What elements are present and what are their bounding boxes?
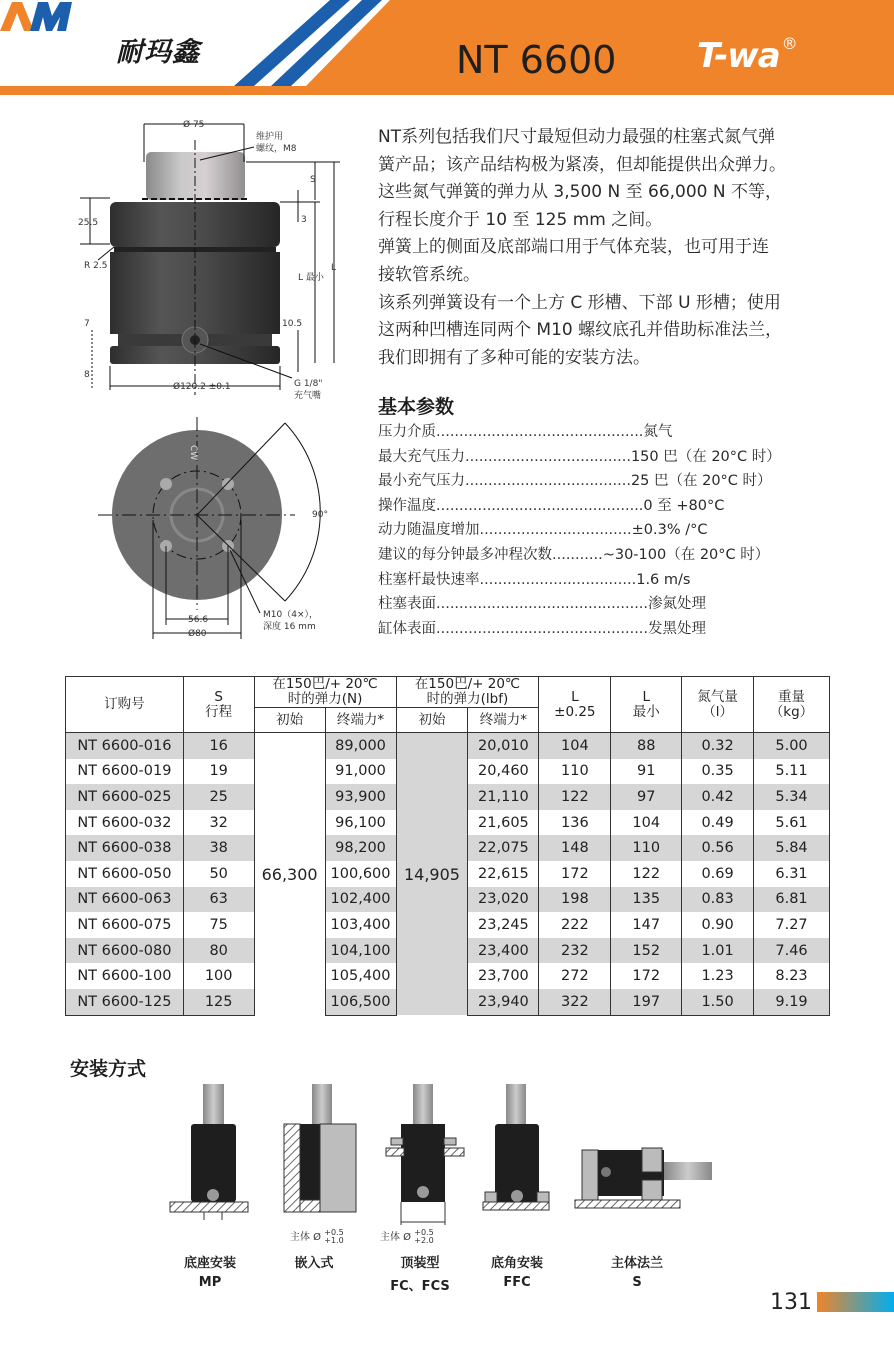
- header-initial-lbf: 初始: [396, 708, 468, 733]
- cell-order: NT 6600-032: [66, 810, 184, 836]
- dim-angle: 90°: [312, 510, 328, 520]
- cell-weight: 5.00: [754, 733, 830, 759]
- param-dots: ..............................................: [436, 620, 649, 637]
- cell-stroke: 125: [183, 989, 254, 1015]
- cell-end-n: 91,000: [325, 759, 396, 785]
- page-header: [0, 0, 894, 95]
- cell-weight: 8.23: [754, 963, 830, 989]
- brand-name: T-wa: [697, 36, 780, 76]
- cell-end-n: 89,000: [325, 733, 396, 759]
- cell-initial-n: 66,300: [254, 733, 325, 1016]
- param-label: 压力介质: [378, 424, 436, 440]
- logo-chinese-name: 耐玛鑫: [116, 37, 200, 68]
- header-stroke: S 行程: [183, 677, 254, 733]
- cell-lmin: 110: [611, 835, 682, 861]
- dim-56-6: 56.6: [188, 615, 209, 625]
- cell-lmin: 88: [611, 733, 682, 759]
- header-weight: 重量 （kg）: [754, 677, 830, 733]
- svg-text:CW: CW: [188, 445, 198, 461]
- cell-gas: 1.23: [682, 963, 754, 989]
- cell-end-lbf: 20,010: [468, 733, 539, 759]
- param-row: [378, 494, 838, 519]
- desc-line: 簧产品；该产品结构极为紧凑，但却能提供出众弹力。: [378, 154, 786, 175]
- embed-tolerance: 主体 Ø +0.5 +1.0: [290, 1228, 344, 1245]
- param-value: 渗氮处理: [648, 596, 707, 613]
- dim-thread-1: 维护用: [256, 132, 284, 142]
- dim-25-5: 25.5: [78, 218, 99, 228]
- mount-top-icon: [386, 1084, 464, 1225]
- dim-s: S: [310, 175, 316, 185]
- param-value: ±0.3% /°C: [631, 522, 708, 539]
- cell-gas: 0.83: [682, 887, 754, 913]
- cell-gas: 0.35: [682, 759, 754, 785]
- cell-end-lbf: 21,110: [468, 784, 539, 810]
- desc-line: 我们即拥有了多种可能的安装方法。: [378, 347, 650, 368]
- header-end-n: 终端力*: [325, 708, 396, 733]
- header-initial-n: 初始: [254, 708, 325, 733]
- cell-weight: 6.81: [754, 887, 830, 913]
- dim-r2-5: R 2.5: [84, 261, 108, 271]
- header-order: 订购号: [66, 677, 184, 733]
- mounting-title: 安装方式: [70, 1058, 147, 1080]
- cell-l: 122: [539, 784, 611, 810]
- cell-stroke: 80: [183, 938, 254, 964]
- cell-end-n: 104,100: [325, 938, 396, 964]
- cell-stroke: 75: [183, 912, 254, 938]
- param-row: [378, 617, 838, 642]
- cell-end-lbf: 22,615: [468, 861, 539, 887]
- cell-weight: 7.46: [754, 938, 830, 964]
- cell-end-n: 106,500: [325, 989, 396, 1015]
- cell-lmin: 172: [611, 963, 682, 989]
- cell-stroke: 38: [183, 835, 254, 861]
- cell-l: 322: [539, 989, 611, 1015]
- dim-8: 8: [84, 370, 90, 380]
- dim-m10-2: 深度 16 mm: [263, 622, 316, 632]
- param-dots: ....................................: [465, 473, 631, 490]
- cell-stroke: 50: [183, 861, 254, 887]
- spec-table: [65, 676, 830, 1016]
- param-row: [378, 568, 838, 593]
- cell-weight: 5.61: [754, 810, 830, 836]
- mount-s-icon: [575, 1148, 712, 1208]
- cell-weight: 5.34: [754, 784, 830, 810]
- cell-gas: 0.69: [682, 861, 754, 887]
- dim-thread-2: 螺纹，M8: [256, 144, 297, 154]
- mount-ffc-icon: [483, 1084, 549, 1210]
- cell-end-lbf: 22,075: [468, 835, 539, 861]
- cell-end-n: 100,600: [325, 861, 396, 887]
- cell-l: 104: [539, 733, 611, 759]
- param-label: 最大充气压力: [378, 448, 465, 465]
- header-end-lbf: 终端力*: [468, 708, 539, 733]
- param-label: 柱塞杆最快速率: [378, 571, 480, 588]
- param-dots: ....................................: [465, 448, 631, 465]
- cell-lmin: 97: [611, 784, 682, 810]
- cell-order: NT 6600-125: [66, 989, 184, 1015]
- param-dots: ..................................: [479, 571, 637, 588]
- dim-d75: Ø 75: [183, 120, 205, 130]
- dim-d120: Ø120.2 ±0.1: [173, 382, 231, 392]
- dim-m10-1: M10（4×），: [263, 610, 318, 620]
- dim-d80: Ø80: [188, 629, 207, 639]
- mount-name-top: 顶装型: [400, 1256, 440, 1271]
- dim-10-5: 10.5: [282, 319, 303, 329]
- product-description: [378, 124, 838, 372]
- cell-lmin: 91: [611, 759, 682, 785]
- mount-mp-icon: [170, 1084, 248, 1220]
- dim-lmin: L 最小: [298, 273, 324, 283]
- header-l: L ±0.25: [539, 677, 611, 733]
- cell-stroke: 19: [183, 759, 254, 785]
- top-tolerance: 主体 Ø +0.5 +2.0: [380, 1228, 434, 1245]
- cell-lmin: 135: [611, 887, 682, 913]
- cell-order: NT 6600-019: [66, 759, 184, 785]
- model-title: NT 6600: [456, 38, 617, 82]
- cell-weight: 7.27: [754, 912, 830, 938]
- param-label: 缸体表面: [378, 620, 436, 637]
- cell-l: 222: [539, 912, 611, 938]
- cell-end-n: 105,400: [325, 963, 396, 989]
- cell-order: NT 6600-100: [66, 963, 184, 989]
- cell-l: 232: [539, 938, 611, 964]
- mount-name-mp: 底座安装: [183, 1256, 236, 1271]
- param-label: 操作温度: [378, 497, 436, 514]
- param-value: 1.6 m/s: [636, 571, 691, 588]
- cell-end-n: 96,100: [325, 810, 396, 836]
- cell-end-n: 98,200: [325, 835, 396, 861]
- cell-end-lbf: 23,940: [468, 989, 539, 1015]
- header-lmin: L 最小: [611, 677, 682, 733]
- mount-code-top: FC、FCS: [390, 1279, 450, 1294]
- cell-initial-lbf: 14,905: [396, 733, 468, 1016]
- cell-end-lbf: 23,400: [468, 938, 539, 964]
- cell-stroke: 16: [183, 733, 254, 759]
- param-label: 柱塞表面: [378, 596, 436, 613]
- cell-end-lbf: 20,460: [468, 759, 539, 785]
- cell-lmin: 122: [611, 861, 682, 887]
- param-row: [378, 543, 838, 568]
- desc-line: 该系列弹簧设有一个上方 C 形槽、下部 U 形槽；使用: [378, 292, 781, 313]
- param-row: [378, 592, 838, 617]
- cell-lmin: 197: [611, 989, 682, 1015]
- cell-order: NT 6600-063: [66, 887, 184, 913]
- cell-gas: 0.56: [682, 835, 754, 861]
- param-label: 动力随温度增加: [378, 522, 480, 539]
- cell-end-lbf: 23,700: [468, 963, 539, 989]
- param-value: 25 巴（在 20°C 时）: [630, 473, 772, 490]
- bottom-view-drawing: [80, 405, 360, 645]
- param-dots: .............................................: [436, 497, 644, 514]
- cell-gas: 0.42: [682, 784, 754, 810]
- cell-weight: 6.31: [754, 861, 830, 887]
- cell-l: 272: [539, 963, 611, 989]
- cell-l: 198: [539, 887, 611, 913]
- mount-embed-icon: [284, 1084, 356, 1212]
- dim-7: 7: [84, 319, 90, 329]
- cell-lmin: 147: [611, 912, 682, 938]
- cell-lmin: 104: [611, 810, 682, 836]
- param-value: 氮气: [643, 424, 673, 440]
- page-color-bar: [817, 1292, 894, 1312]
- cell-gas: 0.49: [682, 810, 754, 836]
- cell-end-lbf: 21,605: [468, 810, 539, 836]
- mounting-illustrations: [0, 1080, 894, 1250]
- cell-gas: 1.50: [682, 989, 754, 1015]
- param-row: [378, 518, 838, 543]
- cell-order: NT 6600-025: [66, 784, 184, 810]
- mount-code-mp: MP: [198, 1275, 222, 1290]
- cell-stroke: 100: [183, 963, 254, 989]
- desc-line: 弹簧上的侧面及底部端口用于气体充装，也可用于连: [378, 237, 769, 258]
- mount-name-s: 主体法兰: [610, 1256, 663, 1271]
- mount-name-embed: 嵌入式: [294, 1256, 334, 1271]
- side-view-drawing: [70, 110, 350, 400]
- header-gas: 氮气量 （l）: [682, 677, 754, 733]
- am-logo-icon: [0, 0, 74, 32]
- dim-port-2: 充气嘴: [294, 391, 322, 400]
- params-list: [378, 420, 838, 641]
- cell-l: 136: [539, 810, 611, 836]
- param-value: 150 巴（在 20°C 时）: [630, 448, 781, 465]
- cell-l: 172: [539, 861, 611, 887]
- cell-stroke: 25: [183, 784, 254, 810]
- cell-weight: 5.11: [754, 759, 830, 785]
- param-dots: ..............................................: [436, 596, 649, 613]
- cell-order: NT 6600-050: [66, 861, 184, 887]
- cell-lmin: 152: [611, 938, 682, 964]
- desc-line: 这两种凹槽连同两个 M10 螺纹底孔并借助标准法兰，: [378, 320, 783, 341]
- cell-stroke: 32: [183, 810, 254, 836]
- dim-3: 3: [301, 215, 307, 225]
- cell-l: 148: [539, 835, 611, 861]
- page-number: 131: [770, 1290, 812, 1315]
- cell-order: NT 6600-075: [66, 912, 184, 938]
- param-label: 最小充气压力: [378, 473, 465, 490]
- cell-weight: 9.19: [754, 989, 830, 1015]
- cell-end-lbf: 23,245: [468, 912, 539, 938]
- param-dots: ...........: [552, 546, 603, 563]
- mount-code-ffc: FFC: [503, 1275, 531, 1290]
- params-title: 基本参数: [378, 396, 455, 418]
- brand-logo: [697, 36, 797, 76]
- cell-order: NT 6600-016: [66, 733, 184, 759]
- header-force-lbf: 在150巴/+ 20℃ 时的弹力(lbf): [396, 677, 539, 708]
- dim-port-1: G 1/8": [294, 379, 323, 389]
- desc-line: 行程长度介于 10 至 125 mm 之间。: [378, 209, 663, 230]
- cell-order: NT 6600-038: [66, 835, 184, 861]
- registered-mark: ®: [781, 34, 797, 53]
- param-row: [378, 420, 838, 445]
- cell-l: 110: [539, 759, 611, 785]
- desc-line: 这些氮气弹簧的弹力从 3,500 N 至 66,000 N 不等，: [378, 182, 783, 203]
- param-value: 发黑处理: [648, 620, 707, 637]
- cell-gas: 1.01: [682, 938, 754, 964]
- dim-l: L: [331, 263, 337, 273]
- cell-end-n: 102,400: [325, 887, 396, 913]
- cell-gas: 0.32: [682, 733, 754, 759]
- param-value: 0 至 +80°C: [643, 497, 725, 514]
- cell-order: NT 6600-080: [66, 938, 184, 964]
- table-row: [66, 733, 830, 759]
- mount-code-s: S: [632, 1275, 642, 1290]
- param-dots: .................................: [479, 522, 632, 539]
- header-force-n: 在150巴/+ 20℃ 时的弹力(N): [254, 677, 396, 708]
- desc-line: 接软管系统。: [378, 264, 480, 285]
- param-dots: .............................................: [436, 424, 644, 440]
- param-row: [378, 445, 838, 470]
- mount-name-ffc: 底角安装: [490, 1256, 543, 1271]
- cell-weight: 5.84: [754, 835, 830, 861]
- desc-line: NT系列包括我们尺寸最短但动力最强的柱塞式氮气弹: [378, 127, 776, 147]
- cell-end-lbf: 23,020: [468, 887, 539, 913]
- cell-stroke: 63: [183, 887, 254, 913]
- param-label: 建议的每分钟最多冲程次数: [378, 546, 552, 563]
- param-row: [378, 469, 838, 494]
- cell-end-n: 93,900: [325, 784, 396, 810]
- cell-end-n: 103,400: [325, 912, 396, 938]
- cell-gas: 0.90: [682, 912, 754, 938]
- param-value: ~30-100（在 20°C 时）: [602, 546, 770, 563]
